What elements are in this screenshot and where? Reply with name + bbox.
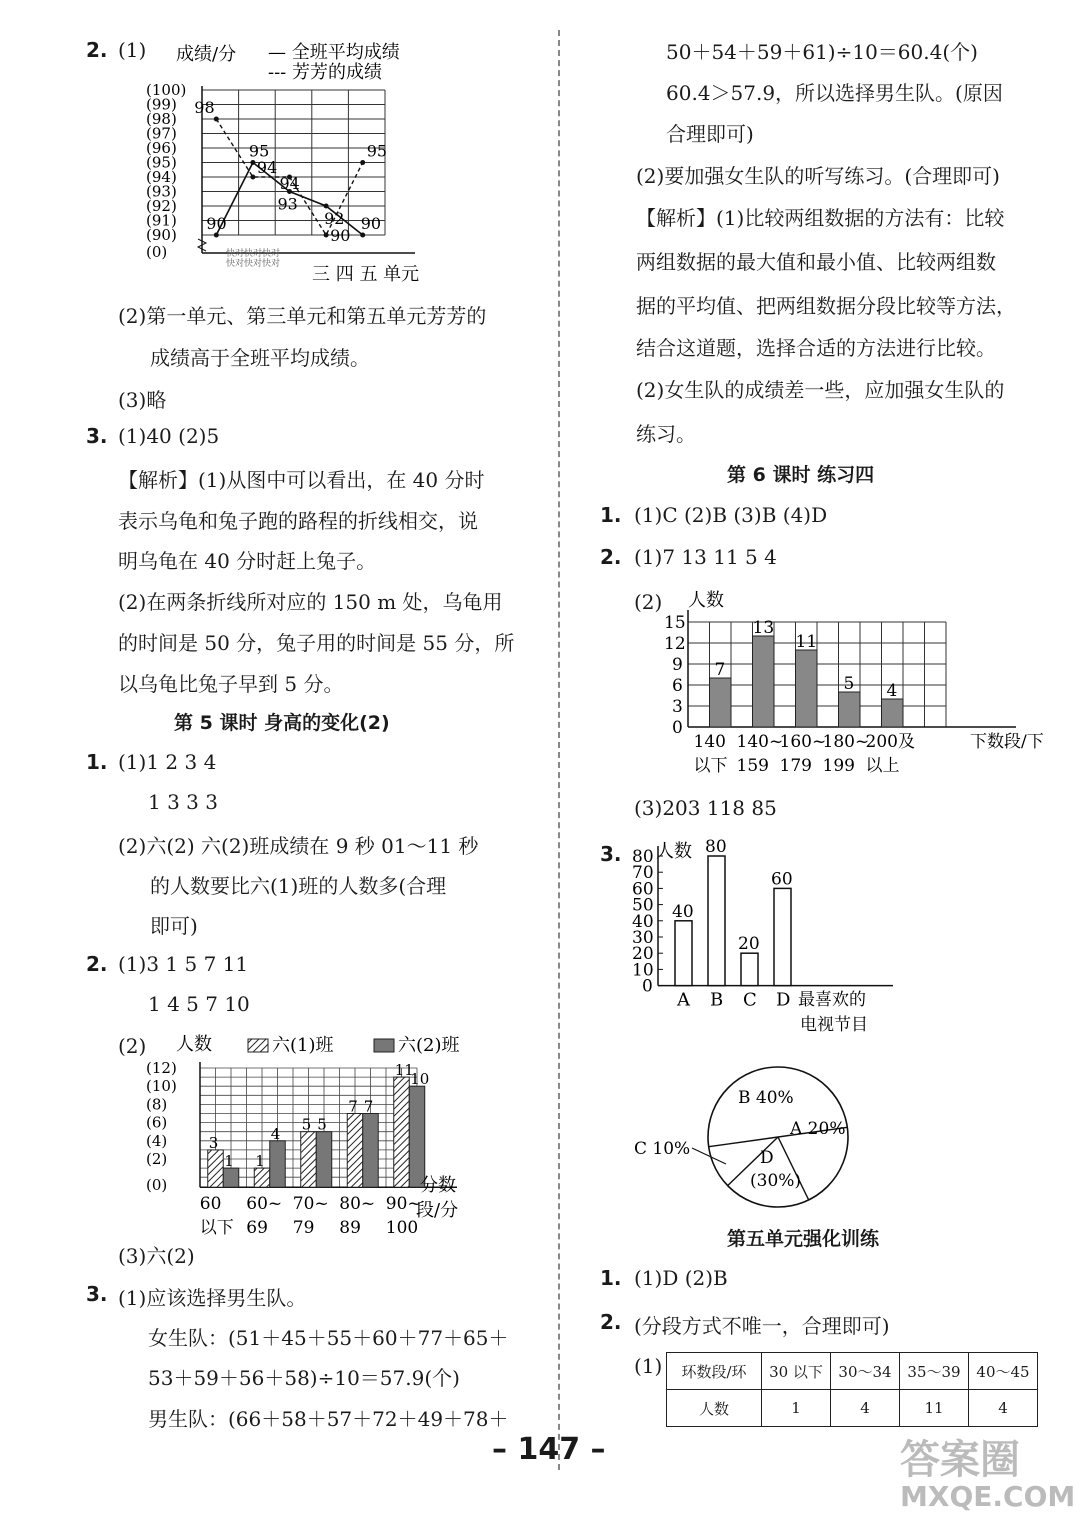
bar-class1 bbox=[394, 1077, 410, 1187]
r-line7: 据的平均值、把两组数据分段比较等方法， bbox=[636, 294, 1016, 318]
bar-chart-tv bbox=[626, 838, 896, 1040]
y-tick-label: (4) bbox=[146, 1131, 168, 1150]
page-dash-left: – bbox=[492, 1432, 518, 1467]
y-tick-label: (0) bbox=[146, 243, 168, 261]
legend-class2-label: 六(2)班 bbox=[398, 1035, 460, 1056]
y-tick-label: 40 bbox=[632, 911, 654, 932]
y-tick-label: (93) bbox=[146, 182, 177, 201]
s6-q3-number: 3. bbox=[600, 842, 622, 866]
q2-part2-line2: 成绩高于全班平均成绩。 bbox=[150, 346, 370, 370]
s6-q1-answer: (1)C (2)B (3)B (4)D bbox=[634, 503, 828, 527]
bar bbox=[796, 650, 818, 727]
y-tick-label: (12) bbox=[146, 1059, 177, 1077]
s5-q2-number: 2. bbox=[86, 952, 108, 976]
y-tick-label: (99) bbox=[146, 95, 177, 114]
bar-value-label: 80 bbox=[705, 837, 727, 857]
y-tick-label: 20 bbox=[632, 944, 654, 965]
line-chart-scores bbox=[140, 40, 430, 285]
r-line1: 50＋54＋59＋61)÷10＝60.4(个) bbox=[666, 40, 978, 64]
x-tick-label: 140~ bbox=[736, 732, 784, 752]
r-line3: 合理即可) bbox=[666, 122, 754, 146]
x-tick-label: 以下 bbox=[693, 756, 728, 776]
table-cell: 4 bbox=[831, 1390, 900, 1427]
bar-value-label: 60 bbox=[771, 869, 793, 890]
y-tick-label: 12 bbox=[664, 634, 686, 654]
r-line6: 两组数据的最大值和最小值、比较两组数 bbox=[636, 250, 996, 274]
q3-analysis-2: 表示乌龟和兔子跑的路程的折线相交，说 bbox=[118, 509, 478, 533]
pie-chart-tv bbox=[626, 1064, 866, 1214]
x-tick-label: 60 bbox=[199, 1194, 222, 1215]
score-table bbox=[666, 1352, 1038, 1427]
y-tick-label: (92) bbox=[146, 197, 177, 215]
table-row bbox=[667, 1390, 1038, 1427]
q3-analysis-3: 明乌龟在 40 分时赶上兔子。 bbox=[118, 549, 377, 573]
jump-chart-xlabel: 下数段/下 bbox=[970, 732, 1044, 752]
x-tick-label: D bbox=[776, 989, 791, 1011]
y-tick-label: 30 bbox=[632, 928, 654, 948]
bar bbox=[741, 953, 758, 985]
x-tick-label: 80~ bbox=[339, 1194, 376, 1215]
y-tick-label: 15 bbox=[664, 613, 686, 633]
q3-number: 3. bbox=[86, 424, 108, 448]
bar-class1 bbox=[254, 1168, 270, 1187]
y-tick-label: (97) bbox=[146, 124, 177, 143]
fangfang-point bbox=[214, 117, 219, 122]
y-tick-label: (98) bbox=[146, 110, 177, 128]
x-tick-label: 140 bbox=[693, 732, 726, 752]
bar bbox=[753, 636, 775, 727]
x-tick-label: 200及 bbox=[865, 732, 915, 752]
pie-label-a: A 20% bbox=[790, 1119, 846, 1139]
column-divider bbox=[558, 30, 560, 1470]
avg-point bbox=[214, 233, 219, 238]
s5-q3-line4: 男生队：(66＋58＋57＋72＋49＋78＋ bbox=[148, 1407, 509, 1431]
x-tick-label: 199 bbox=[822, 756, 855, 776]
bar-class1-label: 11 bbox=[394, 1061, 414, 1080]
line-chart-marks bbox=[194, 98, 387, 245]
y-tick-label: 80 bbox=[632, 847, 654, 867]
r-line8: 结合这道题，选择合适的方法进行比较。 bbox=[636, 336, 996, 360]
fangfang-point bbox=[324, 233, 329, 238]
tv-chart-ylabel: 人数 bbox=[656, 841, 692, 862]
table-cell: 4 bbox=[969, 1390, 1038, 1427]
avg-point-label: 95 bbox=[248, 141, 270, 161]
s5-q2-line2: 1 4 5 7 10 bbox=[148, 992, 250, 1016]
r-line2: 60.4＞57.9，所以选择男生队。(原因 bbox=[666, 81, 1003, 105]
y-tick-label: (0) bbox=[146, 1176, 168, 1195]
grouped-chart-ylabel: 人数 bbox=[176, 1034, 212, 1055]
y-tick-label: 6 bbox=[672, 676, 683, 696]
fangfang-point-label: 94 bbox=[256, 158, 278, 177]
x-tick-label: 180~ bbox=[822, 732, 870, 752]
bar bbox=[882, 699, 904, 727]
x-tick-label: 159 bbox=[736, 756, 769, 776]
bar-chart-jumps bbox=[636, 584, 1044, 780]
s5-q1-line5: 即可) bbox=[150, 914, 198, 938]
s5-q2-part3: (3)六(2) bbox=[118, 1244, 195, 1268]
fangfang-point-label: 90 bbox=[330, 226, 351, 245]
table-header-row bbox=[667, 1353, 1038, 1390]
x-tick-label: 90~ bbox=[385, 1194, 422, 1215]
table-header-cell: 40～45 bbox=[969, 1353, 1038, 1390]
y-tick-label: (8) bbox=[146, 1095, 168, 1114]
s5-q1-number: 1. bbox=[86, 750, 108, 774]
q3-analysis-5: 的时间是 50 分，兔子用的时间是 55 分，所 bbox=[118, 631, 515, 655]
s5-q3-line1: (1)应该选择男生队。 bbox=[118, 1286, 307, 1310]
bar-class2-label: 7 bbox=[363, 1097, 374, 1116]
s6-q1-number: 1. bbox=[600, 503, 622, 527]
bar-class2-label: 4 bbox=[270, 1124, 281, 1143]
bar-value-label: 20 bbox=[738, 934, 760, 955]
bar-class1-label: 1 bbox=[255, 1152, 265, 1171]
bar-class2 bbox=[223, 1168, 239, 1187]
s5-q3-line2: 女生队：(51＋45＋55＋60＋77＋65＋ bbox=[148, 1326, 509, 1350]
bar-class2-label: 1 bbox=[224, 1152, 234, 1171]
avg-point-label: 92 bbox=[324, 209, 345, 228]
s6-q2-part2-label: (2) bbox=[634, 590, 663, 614]
pie-label-d: D bbox=[760, 1148, 774, 1168]
u5-q2-note: (分段方式不唯一，合理即可) bbox=[634, 1314, 890, 1338]
bar bbox=[675, 921, 692, 986]
y-tick-label: 70 bbox=[632, 863, 654, 884]
table-header-cell: 35～39 bbox=[900, 1353, 969, 1390]
grouped-chart-xlabel-2: 段/分 bbox=[416, 1200, 459, 1221]
x-tick-label: C bbox=[743, 989, 757, 1011]
q3-answer: (1)40 (2)5 bbox=[118, 424, 220, 448]
bar-value-label: 11 bbox=[795, 632, 818, 652]
s5-q2-part2-label: (2) bbox=[118, 1034, 147, 1058]
y-tick-label: 50 bbox=[632, 895, 654, 916]
page-number: 147 bbox=[517, 1432, 581, 1467]
x-tick-label: 以上 bbox=[865, 756, 900, 776]
line-chart-ylabel: 成绩/分 bbox=[176, 44, 237, 65]
jump-chart-ylabel: 人数 bbox=[688, 590, 724, 611]
s5-q1-line1: (1)1 2 3 4 bbox=[118, 750, 217, 774]
line-chart-grid bbox=[198, 86, 415, 253]
q2-number: 2. bbox=[86, 38, 108, 62]
line-chart-legend-dashed: --- 芳芳的成绩 bbox=[268, 62, 382, 83]
u5-q2-number: 2. bbox=[600, 1310, 622, 1334]
y-tick-label: (10) bbox=[146, 1077, 177, 1096]
q2-part2-line1: (2)第一单元、第三单元和第五单元芳芳的 bbox=[118, 304, 487, 328]
q3-analysis-4: (2)在两条折线所对应的 150 m 处，乌龟用 bbox=[118, 590, 503, 614]
s5-q1-line3: (2)六(2) 六(2)班成绩在 9 秒 01～11 秒 bbox=[118, 834, 479, 858]
fangfang-point-label: 98 bbox=[194, 98, 215, 117]
s6-q2-part3: (3)203 118 85 bbox=[634, 796, 777, 820]
grouped-chart-xlabel-1: 分数 bbox=[420, 1175, 456, 1196]
u5-q2-part1-label: (1) bbox=[634, 1354, 663, 1378]
stamp-text-1: 快对快对快对 bbox=[226, 249, 281, 259]
x-tick-label: B bbox=[710, 989, 724, 1011]
bar-class1 bbox=[301, 1132, 317, 1188]
bar-class2-label: 5 bbox=[317, 1115, 327, 1134]
bar-class2 bbox=[316, 1132, 332, 1188]
q2-part1-label: (1) bbox=[118, 38, 147, 62]
table-header-cell: 30～34 bbox=[831, 1353, 900, 1390]
q3-analysis-6: 以乌龟比兔子早到 5 分。 bbox=[118, 672, 344, 696]
y-tick-label: (6) bbox=[146, 1113, 168, 1132]
s5-q3-line3: 53＋59＋56＋58)÷10＝57.9(个) bbox=[148, 1366, 460, 1390]
y-tick-label: (95) bbox=[146, 153, 177, 172]
bar-value-label: 4 bbox=[886, 681, 898, 701]
y-tick-label: (90) bbox=[146, 226, 177, 244]
bar bbox=[708, 856, 725, 986]
y-tick-label: (94) bbox=[146, 168, 177, 186]
s6-q2-answer: (1)7 13 11 5 4 bbox=[634, 545, 777, 569]
s5-q2-line1: (1)3 1 5 7 11 bbox=[118, 952, 249, 976]
u5-q1-answer: (1)D (2)B bbox=[634, 1266, 728, 1290]
avg-point-label: 90 bbox=[206, 214, 227, 233]
y-tick-label: 3 bbox=[672, 697, 683, 717]
bar-class2 bbox=[270, 1141, 286, 1187]
s5-q1-line2: 1 3 3 3 bbox=[148, 790, 218, 814]
y-tick-label: 9 bbox=[672, 655, 683, 675]
grouped-bar-chart-scores bbox=[140, 1030, 510, 1239]
bar-class1 bbox=[208, 1150, 224, 1187]
y-tick-label: (2) bbox=[146, 1150, 168, 1168]
x-tick-label: 60~ bbox=[246, 1194, 283, 1215]
bar-value-label: 13 bbox=[752, 618, 775, 638]
tv-chart-marks bbox=[672, 837, 793, 1011]
line-chart-yticks bbox=[146, 81, 186, 261]
legend-swatch-class1 bbox=[248, 1039, 268, 1052]
y-tick-label: 0 bbox=[672, 718, 683, 738]
line-chart-legend-solid: — 全班平均成绩 bbox=[268, 42, 400, 63]
y-tick-label: 0 bbox=[642, 976, 653, 997]
bar-value-label: 5 bbox=[843, 674, 855, 694]
y-tick-label: 10 bbox=[632, 960, 654, 981]
r-line10: 练习。 bbox=[636, 422, 696, 446]
fangfang-point-label: 95 bbox=[366, 141, 388, 161]
bar-class1-label: 7 bbox=[348, 1097, 358, 1116]
x-tick-label: 以下 bbox=[199, 1218, 234, 1239]
y-tick-label: 60 bbox=[632, 879, 654, 900]
fangfang-point-label: 94 bbox=[279, 174, 300, 193]
unit5-title: 第五单元强化训练 bbox=[727, 1228, 880, 1250]
avg-point-label: 90 bbox=[360, 214, 382, 233]
r-line4: (2)要加强女生队的听写练习。(合理即可) bbox=[636, 164, 1000, 188]
bar bbox=[710, 678, 732, 727]
axis-break bbox=[198, 239, 206, 251]
s5-q3-number: 3. bbox=[86, 1282, 108, 1306]
s5-q1-line4: 的人数要比六(1)班的人数多(合理 bbox=[150, 874, 447, 898]
stamp-text-2: 快对快对快对 bbox=[226, 259, 281, 269]
legend-class1-label: 六(1)班 bbox=[272, 1035, 334, 1056]
line-chart-xlabel: 三 四 五 单元 bbox=[312, 264, 420, 285]
bar-class2 bbox=[363, 1114, 379, 1188]
y-tick-label: (91) bbox=[146, 211, 177, 230]
bar-class1-label: 5 bbox=[301, 1115, 312, 1134]
page-dash-right: – bbox=[580, 1432, 606, 1467]
avg-point bbox=[360, 233, 365, 238]
pie-label-b: B 40% bbox=[738, 1088, 794, 1108]
fangfang-point bbox=[360, 160, 365, 165]
bar-class2-label: 10 bbox=[410, 1070, 430, 1089]
pie-label-d-pct: (30%) bbox=[750, 1171, 802, 1191]
x-tick-label: 79 bbox=[292, 1218, 315, 1239]
r-line5: 【解析】(1)比较两组数据的方法有：比较 bbox=[636, 206, 1005, 230]
table-cell: 1 bbox=[762, 1390, 831, 1427]
x-tick-label: 69 bbox=[246, 1218, 268, 1239]
pie-label-c: C 10% bbox=[634, 1139, 691, 1159]
q3-analysis-1: 【解析】(1)从图中可以看出，在 40 分时 bbox=[118, 468, 485, 492]
avg-point bbox=[324, 204, 329, 209]
table-cell: 11 bbox=[900, 1390, 969, 1427]
table-header-cell: 30 以下 bbox=[762, 1353, 831, 1390]
section5-title: 第 5 课时 身高的变化(2) bbox=[174, 712, 390, 734]
tv-chart-xlabel-2: 电视节目 bbox=[800, 1015, 868, 1035]
x-tick-label: 179 bbox=[779, 756, 812, 776]
q2-part3: (3)略 bbox=[118, 388, 167, 412]
bar bbox=[839, 692, 861, 727]
y-tick-label: (100) bbox=[146, 81, 187, 99]
table-header-cell: 环数段/环 bbox=[667, 1353, 762, 1390]
fangfang-point bbox=[250, 175, 255, 180]
table-cell: 人数 bbox=[667, 1390, 762, 1427]
x-tick-label: 100 bbox=[385, 1218, 419, 1239]
x-tick-label: 70~ bbox=[292, 1194, 329, 1215]
x-tick-label: 89 bbox=[339, 1218, 361, 1239]
y-tick-label: (96) bbox=[146, 139, 177, 157]
x-tick-label: A bbox=[677, 989, 690, 1011]
x-tick-label: 160~ bbox=[779, 732, 827, 752]
watermark-logo: 答案圈 MXQE.COM bbox=[900, 1437, 1075, 1513]
section6-title: 第 6 课时 练习四 bbox=[727, 464, 875, 486]
bar-value-label: 7 bbox=[714, 660, 726, 680]
u5-q1-number: 1. bbox=[600, 1266, 622, 1290]
legend-swatch-class2 bbox=[374, 1039, 394, 1052]
avg-point-label: 93 bbox=[277, 194, 298, 214]
bar-value-label: 40 bbox=[672, 901, 694, 922]
avg-point bbox=[250, 160, 255, 165]
page-number-wrap bbox=[492, 1432, 606, 1467]
bar bbox=[774, 888, 791, 985]
bar-class1-label: 3 bbox=[208, 1133, 219, 1152]
tv-chart-xlabel-1: 最喜欢的 bbox=[798, 990, 866, 1010]
s6-q2-number: 2. bbox=[600, 545, 622, 569]
bar-class1 bbox=[347, 1114, 363, 1188]
bar-class2 bbox=[409, 1086, 425, 1187]
r-line9: (2)女生队的成绩差一些，应加强女生队的 bbox=[636, 378, 1005, 402]
